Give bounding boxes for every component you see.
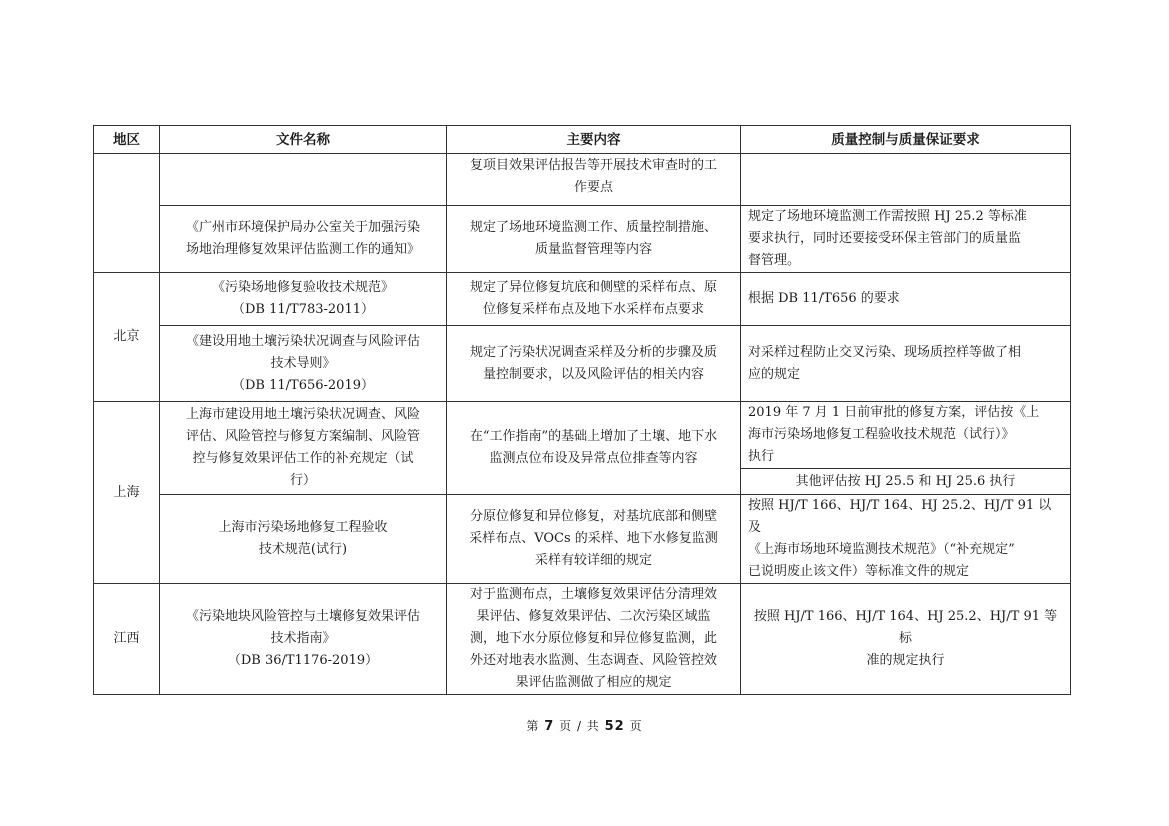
content-cell: 复项目效果评估报告等开展技术审查时的工 作要点 xyxy=(447,154,741,206)
region-cell xyxy=(94,154,160,273)
doc-name-cell: 《广州市环境保护局办公室关于加强污染 场地治理修复效果评估监测工作的通知》 xyxy=(160,206,447,273)
region-cell: 江西 xyxy=(94,584,160,695)
table-header-row xyxy=(94,126,1071,154)
qc-cell-extra: 其他评估按 HJ 25.5 和 HJ 25.6 执行 xyxy=(741,469,1071,495)
content-cell: 对于监测布点，土壤修复效果评估分清理效 果评估、修复效果评估、二次污染区域监 测，地下水分原位修复和异位修复监测，此 外还对地表水监测、生态调查、风险管控效 果评估监测做了相应的规定 xyxy=(447,584,741,695)
table-row xyxy=(94,584,1071,695)
header-content: 主要内容 xyxy=(447,126,741,154)
header-qc: 质量控制与质量保证要求 xyxy=(741,126,1071,154)
table-row xyxy=(94,326,1071,402)
content-cell: 分原位修复和异位修复，对基坑底部和侧壁 采样布点、VOCs 的采样、地下水修复监测 采样有较详细的规定 xyxy=(447,495,741,584)
qc-cell: 2019 年 7 月 1 日前审批的修复方案，评估按《上 海市污染场地修复工程验收技术规范（试行）》 执行 xyxy=(741,402,1071,469)
table-row xyxy=(94,273,1071,326)
doc-name-cell xyxy=(160,154,447,206)
page-footer: 第 7 页 / 共 52 页 xyxy=(526,719,643,734)
doc-name-cell: 《污染地块风险管控与土壤修复效果评估 技术指南》 （DB 36/T1176-2019） xyxy=(160,584,447,695)
table-row xyxy=(94,206,1071,273)
content-cell: 规定了污染状况调查采样及分析的步骤及质 量控制要求，以及风险评估的相关内容 xyxy=(447,326,741,402)
qc-cell: 规定了场地环境监测工作需按照 HJ 25.2 等标准 要求执行，同时还要接受环保主管部门的质量监 督管理。 xyxy=(741,206,1071,273)
qc-cell: 对采样过程防止交叉污染、现场质控样等做了相 应的规定 xyxy=(741,326,1071,402)
table-row xyxy=(94,495,1071,584)
current-page-number: 7 xyxy=(544,719,555,734)
doc-name-cell: 《污染场地修复验收技术规范》 （DB 11/T783-2011） xyxy=(160,273,447,326)
header-region: 地区 xyxy=(94,126,160,154)
doc-name-cell: 上海市污染场地修复工程验收 技术规范(试行) xyxy=(160,495,447,584)
qc-cell xyxy=(741,154,1071,206)
content-cell: 在“工作指南”的基础上增加了土壤、地下水 监测点位布设及异常点位排查等内容 xyxy=(447,402,741,495)
region-cell: 上海 xyxy=(94,402,160,584)
content-cell: 规定了场地环境监测工作、质量控制措施、 质量监督管理等内容 xyxy=(447,206,741,273)
qc-cell: 根据 DB 11/T656 的要求 xyxy=(741,273,1071,326)
table-row xyxy=(94,154,1071,206)
doc-name-cell: 《建设用地土壤污染状况调查与风险评估 技术导则》 （DB 11/T656-2019） xyxy=(160,326,447,402)
qc-cell: 按照 HJ/T 166、HJ/T 164、HJ 25.2、HJ/T 91 以及 《上海市场地环境监测技术规范》（“补充规定” 已说明废止该文件）等标准文件的规定 xyxy=(741,495,1071,584)
header-doc-name: 文件名称 xyxy=(160,126,447,154)
region-cell: 北京 xyxy=(94,273,160,402)
content-cell: 规定了异位修复坑底和侧壁的采样布点、原 位修复采样布点及地下水采样布点要求 xyxy=(447,273,741,326)
qc-cell: 按照 HJ/T 166、HJ/T 164、HJ 25.2、HJ/T 91 等标 准的规定执行 xyxy=(741,584,1071,695)
total-page-count: 52 xyxy=(604,719,625,734)
table-row xyxy=(94,402,1071,469)
doc-name-cell: 上海市建设用地土壤污染状况调查、风险 评估、风险管控与修复方案编制、风险管 控与修复效果评估工作的补充规定（试 行） xyxy=(160,402,447,495)
standards-table xyxy=(93,125,1071,695)
